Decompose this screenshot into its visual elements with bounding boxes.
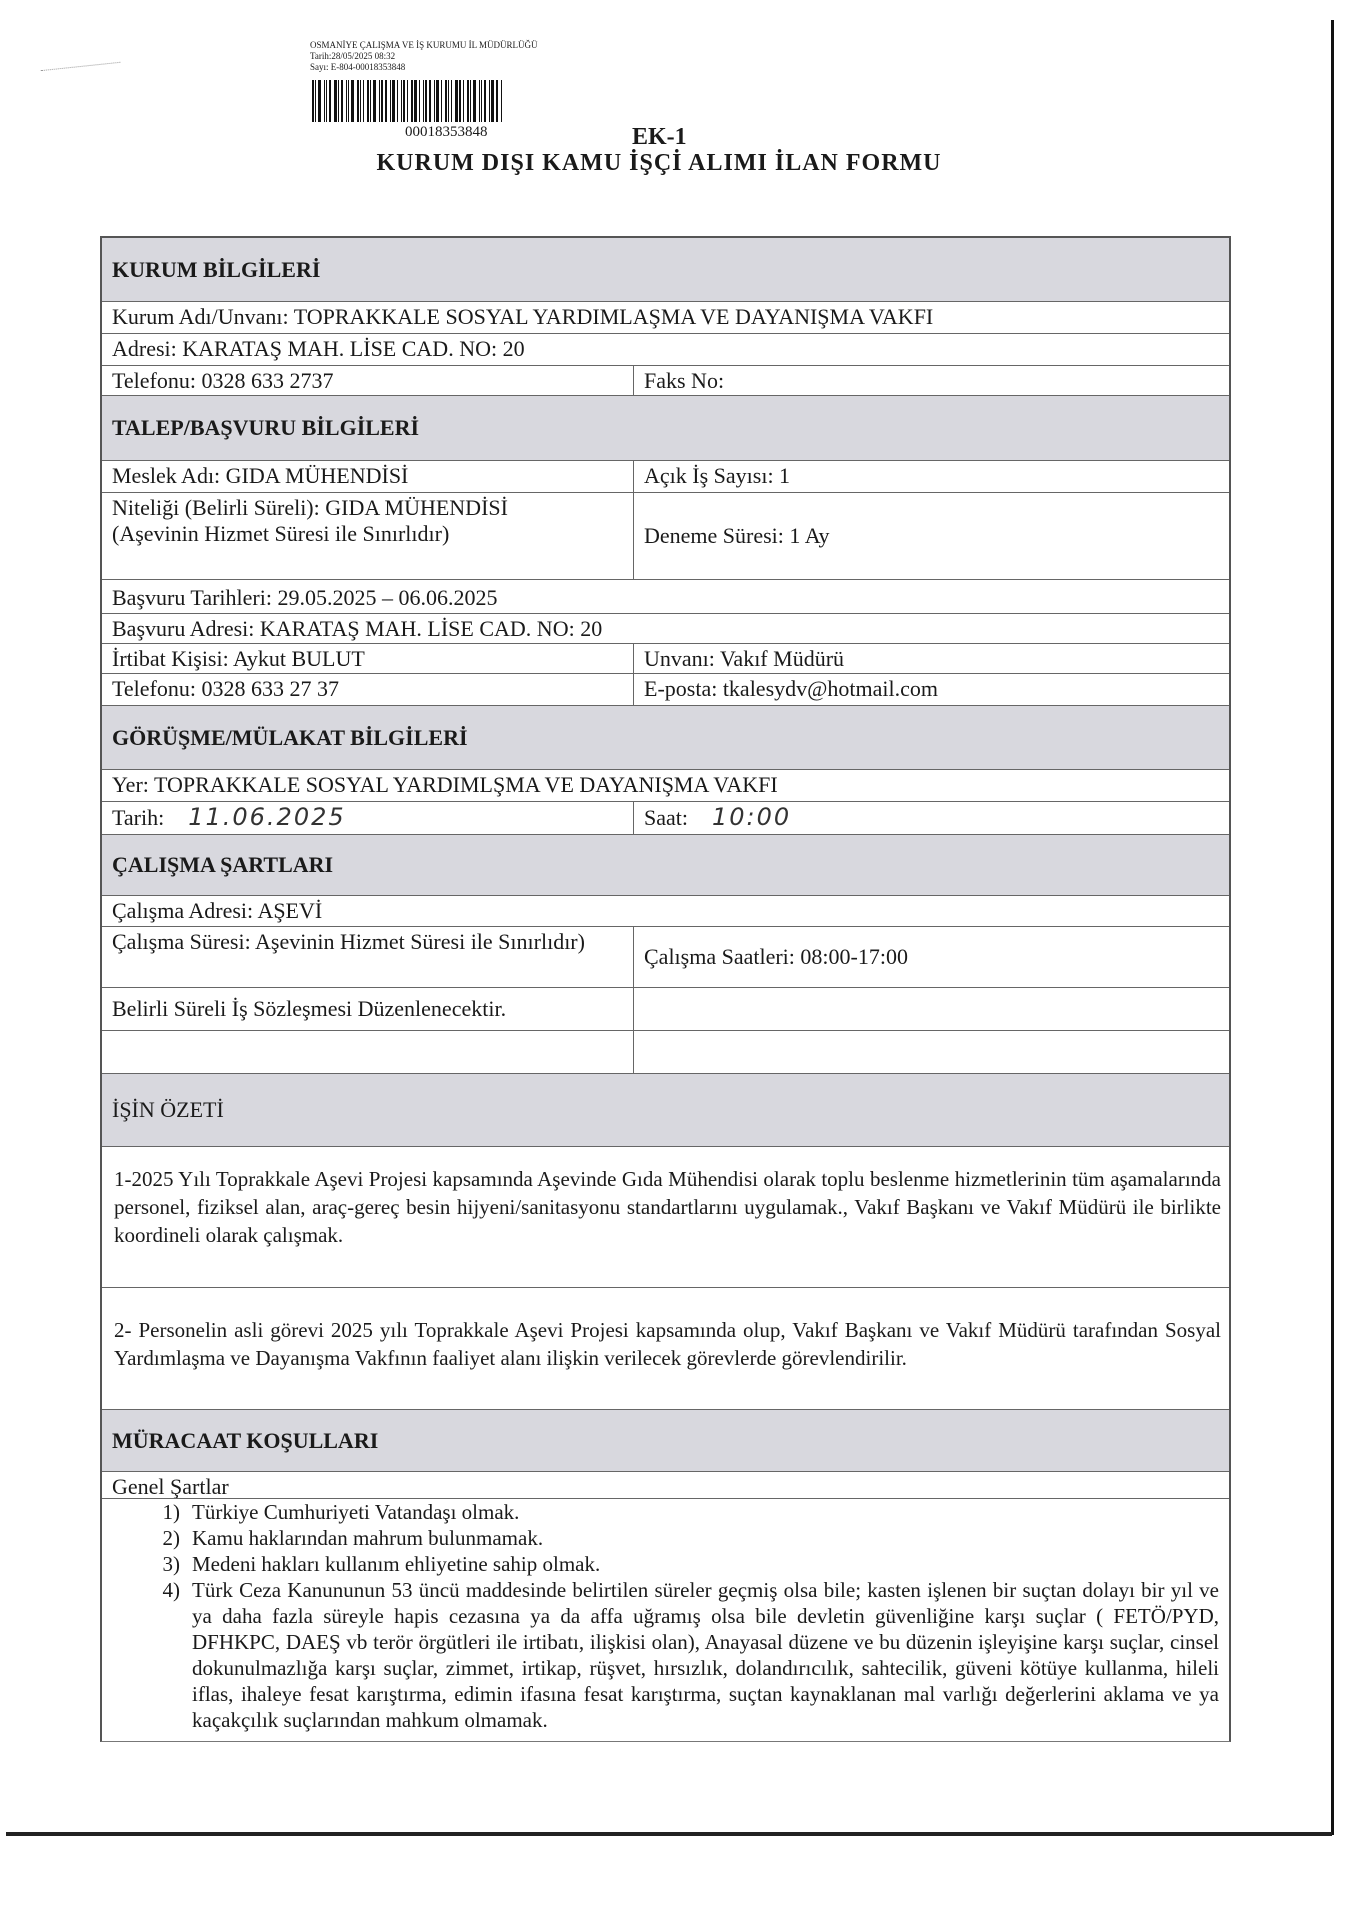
condition-text: Türkiye Cumhuriyeti Vatandaşı olmak. — [192, 1500, 520, 1524]
trial-period: Deneme Süresi: 1 Ay — [633, 493, 1229, 579]
barcode-bar — [448, 80, 449, 122]
barcode-bar — [441, 80, 442, 122]
contact-email[interactable]: E-posta: tkalesydv@hotmail.com — [633, 674, 1229, 705]
barcode-bar — [403, 80, 405, 122]
barcode-bar — [445, 80, 447, 122]
job-quality-note: (Aşevinin Hizmet Süresi ile Sınırlıdır) — [112, 521, 450, 546]
interview-date-handwritten: 11.06.2025 — [188, 803, 346, 831]
form-table — [100, 236, 1231, 1742]
application-dates: Başvuru Tarihleri: 29.05.2025 – 06.06.2025 — [112, 585, 498, 610]
barcode-bar — [414, 80, 417, 122]
interview-date-label: Tarih: — [112, 805, 165, 830]
scan-mark — [40, 51, 121, 71]
barcode-bar — [351, 80, 354, 122]
barcode-bar — [423, 80, 424, 122]
general-conditions-heading: Genel Şartlar — [112, 1474, 229, 1498]
barcode-bar — [381, 80, 383, 122]
job-name: Meslek Adı: GIDA MÜHENDİSİ — [112, 463, 409, 488]
condition-item — [142, 1499, 1219, 1525]
barcode-bar — [496, 80, 498, 122]
interview-place: Yer: TOPRAKKALE SOSYAL YARDIMLŞMA VE DAYANIŞMA VAKFI — [112, 772, 778, 797]
barcode-bar — [315, 80, 316, 122]
barcode-bar — [385, 80, 387, 122]
contact-person: İrtibat Kişisi: Aykut BULUT — [112, 646, 365, 671]
barcode-bar — [470, 80, 471, 122]
barcode-bar — [379, 80, 380, 122]
kurum-address: Adresi: KARATAŞ MAH. LİSE CAD. NO: 20 — [112, 336, 525, 361]
barcode-bar — [473, 80, 476, 122]
barcode-bar — [338, 80, 339, 122]
barcode-bar — [346, 80, 347, 122]
barcode-bar — [348, 80, 349, 122]
job-summary-2: 2- Personelin asli görevi 2025 yılı Toprakkale Aşevi Projesi kapsamında olup, Vakıf Başkanı ve Vakıf Müdürü tarafından Sosyal Yardımlaşma ve Dayanışma Vakfının faaliyet alanı ilişkin verilecek görevlerde görevlendirilir. — [114, 1318, 1221, 1370]
barcode-bar — [401, 80, 402, 122]
condition-number: 3) — [162, 1552, 180, 1576]
barcode-bar — [411, 80, 413, 122]
barcode-bar — [436, 80, 439, 122]
barcode-bar — [357, 80, 359, 122]
barcode-bar — [373, 80, 376, 122]
barcode-bar — [397, 80, 398, 122]
section-header-calisma: ÇALIŞMA ŞARTLARI — [102, 835, 1229, 896]
job-quality: Niteliği (Belirli Süreli): GIDA MÜHENDİSİ — [112, 495, 508, 520]
interview-time-handwritten: 10:00 — [712, 803, 792, 831]
barcode-bar — [425, 80, 427, 122]
application-address: Başvuru Adresi: KARATAŞ MAH. LİSE CAD. NO: 20 — [112, 616, 603, 641]
scan-edge-bottom — [6, 1832, 1332, 1836]
barcode-bar — [481, 80, 482, 122]
condition-number: 1) — [162, 1500, 180, 1524]
condition-item — [142, 1525, 1219, 1551]
barcode-bar — [334, 80, 337, 122]
condition-item — [142, 1577, 1219, 1733]
condition-number: 4) — [162, 1578, 180, 1602]
barcode-bar — [501, 80, 502, 122]
work-address: Çalışma Adresi: AŞEVİ — [112, 898, 323, 923]
stamp-number: Sayı: E-804-00018353848 — [310, 62, 406, 72]
barcode-bar — [324, 80, 325, 122]
section-header-gorusme: GÖRÜŞME/MÜLAKAT BİLGİLERİ — [102, 706, 1229, 770]
barcode-bar — [360, 80, 361, 122]
condition-text: Türk Ceza Kanununun 53 üncü maddesinde belirtilen süreler geçmiş olsa bile; kasten işlenen bir suçtan dolayı bir yıl ve ya daha fazla süreyle hapis cezasına ya da affa uğramış olsa bile devletin güvenliğine karşı suçlar ( FETÖ/PYD, DFHKPC, DAEŞ vb terör örgütleri ile irtibatı, ilişkisi olan), Anayasal düzene ve bu düzenin işleyişine karşı suçlar, cinsel dokunulmazlığa karşı suçlar, zimmet, irtikap, rüşvet, hırsızlık, dolandırıcılık, sahtecilik, güveni kötüye kullanma, hileli iflas, ihaleye fesat karıştırma, edimin ifasına fesat karıştırma, suçtan kaynaklanan mal varlığı değerlerini aklama ve ya kaçakçılık suçlarından mahkum olmamak. — [192, 1578, 1219, 1732]
interview-time-label: Saat: — [644, 805, 688, 830]
barcode-bar — [363, 80, 364, 122]
barcode-bar — [419, 80, 420, 122]
barcode-bar — [484, 80, 486, 122]
open-positions: Açık İş Sayısı: 1 — [633, 461, 1229, 492]
barcode-number: 00018353848 — [405, 124, 488, 140]
barcode-bar — [312, 80, 314, 122]
kurum-phone: Telefonu: 0328 633 2737 — [112, 368, 334, 393]
stamp-office: OSMANİYE ÇALIŞMA VE İŞ KURUMU İL MÜDÜRLÜĞÜ — [310, 40, 538, 50]
work-hours: Çalışma Saatleri: 08:00-17:00 — [633, 927, 1229, 987]
kurum-name: Kurum Adı/Unvanı: TOPRAKKALE SOSYAL YARDIMLAŞMA VE DAYANIŞMA VAKFI — [112, 304, 934, 329]
barcode-bar — [341, 80, 343, 122]
section-header-muracaat: MÜRACAAT KOŞULLARI — [102, 1410, 1229, 1472]
stamp-date: Tarih:28/05/2025 08:32 — [310, 51, 396, 61]
scan-edge — [1331, 20, 1334, 1835]
page-title: KURUM DIŞI KAMU İŞÇİ ALIMI İLAN FORMU — [376, 150, 942, 176]
barcode-bar — [451, 80, 452, 122]
contract-type: Belirli Süreli İş Sözleşmesi Düzenlenecektir. — [112, 996, 507, 1021]
kurum-fax: Faks No: — [633, 366, 1229, 395]
barcode-bar — [429, 80, 431, 122]
section-header-ozet: İŞİN ÖZETİ — [102, 1074, 1229, 1147]
barcode-bar — [407, 80, 408, 122]
barcode-bar — [367, 80, 369, 122]
condition-number: 2) — [162, 1526, 180, 1550]
barcode-bar — [390, 80, 391, 122]
job-summary-1: 1-2025 Yılı Toprakkale Aşevi Projesi kapsamında Aşevinde Gıda Mühendisi olarak toplu beslenme hizmetlerinin tüm aşamalarında personel, fiziksel alan, araç-gereç besin hijyeni/sanitasyonu standartlarını uygulamak., Vakıf Başkanı ve Vakıf Müdürü ile birlikte koordineli olarak çalışmak. — [114, 1167, 1221, 1247]
annex-label: EK-1 — [632, 124, 687, 150]
contact-phone: Telefonu: 0328 633 27 37 — [112, 676, 339, 701]
barcode-bar — [329, 80, 331, 122]
work-duration: Çalışma Süresi: Aşevinin Hizmet Süresi ile Sınırlıdır) — [112, 929, 585, 954]
condition-text: Medeni hakları kullanım ehliyetine sahip olmak. — [192, 1552, 601, 1576]
barcode-bar — [463, 80, 464, 122]
contact-title: Unvanı: Vakıf Müdürü — [633, 644, 1229, 673]
barcode-bar — [467, 80, 469, 122]
condition-item — [142, 1551, 1219, 1577]
condition-text: Kamu haklarından mahrum bulunmamak. — [192, 1526, 544, 1550]
barcode-bar — [459, 80, 461, 122]
barcode-bar — [455, 80, 458, 122]
section-header-talep: TALEP/BAŞVURU BİLGİLERİ — [102, 396, 1229, 461]
barcode-bar — [489, 80, 490, 122]
barcode-bar — [434, 80, 435, 122]
barcode — [312, 80, 587, 122]
barcode-bar — [370, 80, 371, 122]
registry-stamp — [310, 40, 538, 73]
section-header-kurum: KURUM BİLGİLERİ — [102, 238, 1229, 302]
barcode-bar — [326, 80, 327, 122]
barcode-bar — [392, 80, 395, 122]
conditions-list — [102, 1499, 1229, 1741]
barcode-bar — [479, 80, 480, 122]
barcode-bar — [491, 80, 494, 122]
barcode-bar — [318, 80, 321, 122]
